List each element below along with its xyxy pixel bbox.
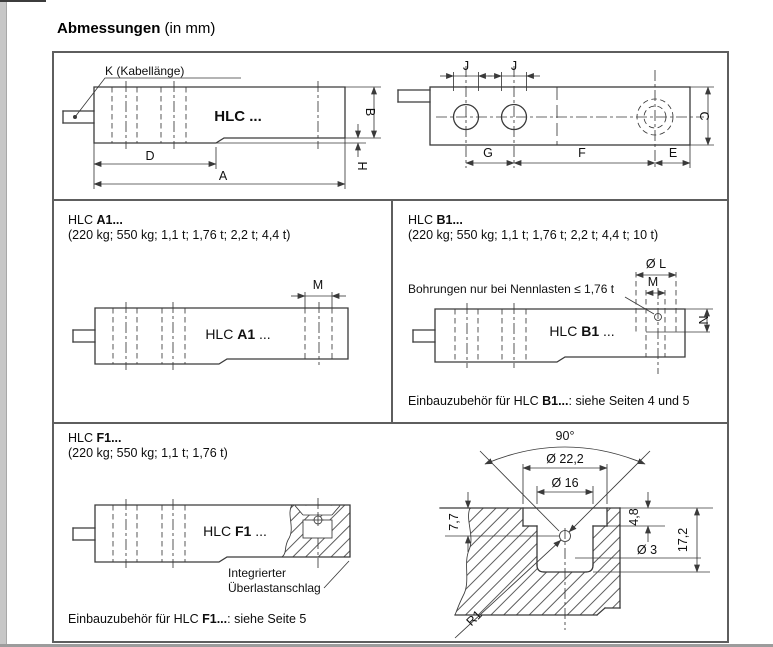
dim-label-f: F bbox=[578, 146, 586, 160]
page-title bbox=[57, 20, 215, 37]
overload-label-line1: Integrierter bbox=[228, 566, 287, 580]
model-label: HLC ... bbox=[214, 108, 262, 125]
cable-outline bbox=[73, 528, 95, 540]
dim-M bbox=[646, 275, 665, 293]
cable-length-label: K (Kabellänge) bbox=[105, 64, 185, 78]
hlc-f1-name-model: F1... bbox=[96, 431, 122, 445]
dim-label-m: M bbox=[312, 278, 324, 292]
dim-label-depth-total: 17,2 bbox=[676, 527, 690, 553]
page-edge-left bbox=[0, 0, 7, 647]
hlc-f1-drawing bbox=[60, 478, 390, 600]
note-leader bbox=[625, 297, 654, 314]
hlc-b1-footer-model: B1... bbox=[542, 394, 569, 408]
hlc-a1-capacities: (220 kg; 550 kg; 1,1 t; 1,76 t; 2,2 t; 4,4 t) bbox=[68, 228, 291, 242]
hidden-hole-lines bbox=[112, 87, 186, 143]
dim-label-j2: J bbox=[510, 59, 518, 73]
hlc-b1-footer-prefix: Einbauzubehör für HLC bbox=[408, 394, 543, 408]
hlc-b1-footer bbox=[408, 394, 689, 408]
dim-label-h: H bbox=[355, 161, 369, 171]
body-outline bbox=[430, 87, 690, 145]
hidden-hole-lines bbox=[113, 505, 185, 562]
hlc-f1-detail-drawing bbox=[425, 420, 725, 640]
dim-label-a: A bbox=[218, 169, 228, 183]
hlc-a1-heading bbox=[68, 213, 290, 243]
hlc-f1-footer bbox=[68, 612, 306, 626]
model-label: HLC A1 ... bbox=[205, 326, 271, 342]
dim-label-angle: 90° bbox=[555, 429, 575, 443]
hlc-f1-name-prefix: HLC bbox=[68, 431, 97, 445]
dim-N bbox=[685, 309, 713, 332]
hlc-b1-footer-suffix: : siehe Seiten 4 und 5 bbox=[568, 394, 690, 408]
leader-dot bbox=[73, 115, 77, 119]
dim-label-depth-counterbore: 4,8 bbox=[627, 508, 641, 526]
divider-vertical bbox=[391, 199, 393, 424]
dim-label-m: M bbox=[647, 275, 659, 289]
cable-outline bbox=[413, 330, 435, 342]
hlc-b1-heading bbox=[408, 213, 658, 243]
hlc-b1-drawing bbox=[398, 252, 724, 404]
overload-leader bbox=[324, 561, 349, 588]
dim-label-outer-dia: Ø 22,2 bbox=[546, 452, 584, 466]
dim-label-inner-dia: Ø 16 bbox=[551, 476, 579, 490]
dim-label-hole-dia: Ø 3 bbox=[636, 543, 658, 557]
hlc-f1-heading bbox=[68, 431, 228, 461]
hlc-b1-name-model: B1... bbox=[436, 213, 463, 227]
hlc-a1-name-prefix: HLC bbox=[68, 213, 97, 227]
dim-B bbox=[345, 87, 381, 138]
dim-M bbox=[291, 278, 346, 308]
dim-label-d: D bbox=[145, 149, 155, 163]
page-title-rest: (in mm) bbox=[160, 20, 216, 37]
hlc-a1-drawing bbox=[60, 258, 385, 396]
dim-D bbox=[94, 143, 216, 169]
dim-label-j1: J bbox=[462, 59, 470, 73]
centerlines bbox=[436, 66, 704, 168]
overview-side-view-drawing bbox=[53, 56, 388, 198]
overload-label-line2: Überlastanschlag bbox=[228, 581, 321, 595]
hlc-f1-footer-prefix: Einbauzubehör für HLC bbox=[68, 612, 203, 626]
dim-label-e: E bbox=[668, 146, 678, 160]
dim-inner-dia bbox=[537, 476, 593, 504]
page-edge-topline bbox=[0, 0, 46, 2]
dim-label-depth-center: 7,7 bbox=[447, 513, 461, 531]
hidden-hole-lines bbox=[455, 309, 526, 362]
model-label: HLC F1 ... bbox=[203, 523, 267, 539]
cable-outline bbox=[73, 330, 95, 342]
hlc-f1-capacities: (220 kg; 550 kg; 1,1 t; 1,76 t) bbox=[68, 446, 228, 460]
dim-H bbox=[216, 124, 369, 171]
dim-label-g: G bbox=[483, 146, 493, 160]
bore-note: Bohrungen nur bei Nennlasten ≤ 1,76 t bbox=[408, 282, 615, 296]
dim-label-radius: R1 bbox=[463, 607, 485, 629]
dim-C bbox=[690, 87, 714, 145]
hlc-b1-capacities: (220 kg; 550 kg; 1,1 t; 1,76 t; 2,2 t; 4,4 t; 10 t) bbox=[408, 228, 659, 242]
cable-outline bbox=[398, 90, 430, 102]
dim-label-c: C bbox=[697, 111, 711, 121]
overview-top-view-drawing bbox=[392, 56, 725, 198]
dim-label-n: N bbox=[696, 315, 710, 325]
hlc-b1-name-prefix: HLC bbox=[408, 213, 437, 227]
dim-label-b: B bbox=[363, 107, 377, 117]
model-label: HLC B1 ... bbox=[549, 323, 615, 339]
hole-centerlines bbox=[467, 303, 514, 368]
dim-L bbox=[636, 257, 676, 275]
page-title-bold: Abmessungen bbox=[57, 20, 161, 37]
dim-A bbox=[94, 138, 345, 189]
hlc-f1-footer-model: F1... bbox=[202, 612, 228, 626]
hlc-a1-name-model: A1... bbox=[96, 213, 123, 227]
hlc-f1-footer-suffix: : siehe Seite 5 bbox=[227, 612, 307, 626]
dim-label-l: Ø L bbox=[645, 257, 667, 271]
dim-G-F-E bbox=[466, 145, 690, 168]
